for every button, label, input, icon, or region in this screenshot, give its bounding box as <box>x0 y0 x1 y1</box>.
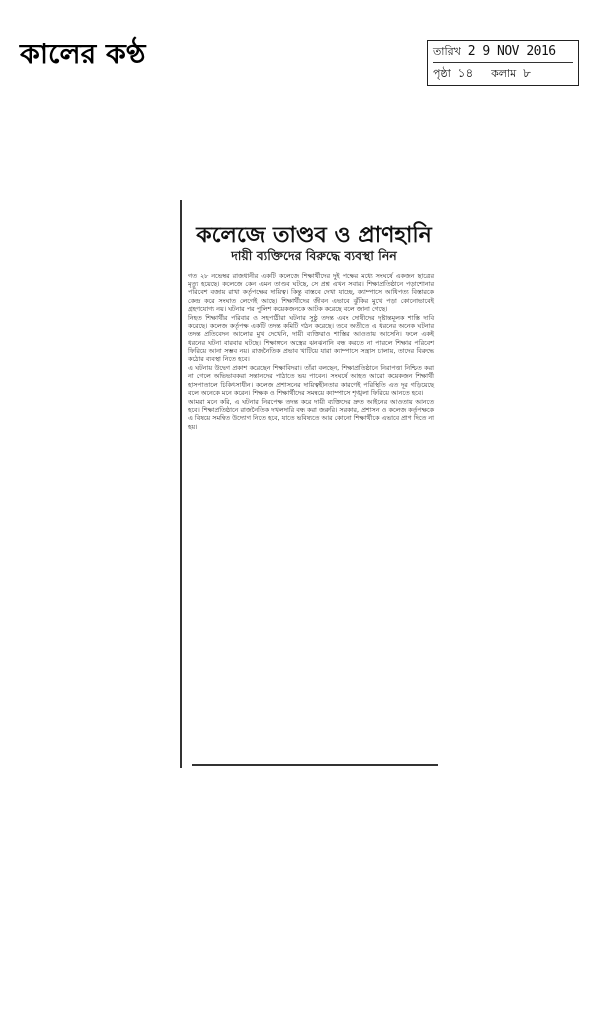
clipping-bottom-rule <box>192 764 438 766</box>
editorial-subheadline: দায়ী ব্যক্তিদের বিরুদ্ধে ব্যবস্থা নিন <box>231 248 397 263</box>
editorial-paragraph: নিহত শিক্ষার্থীর পরিবার ও সহপাঠীরা ঘটনার সুষ্ঠু তদন্ত এবং দোষীদের দৃষ্টান্তমূলক শাস্তি দাবি করেছে। কলেজ কর্তৃপক্ষ একটি তদন্ত কমিটি গঠন করেছে। তবে অতীতে এ ধরনের অনেক ঘটনার তদন্ত প্রতিবেদন আলোর মুখ দেখেনি, দায়ী ব্যক্তিরাও শাস্তির আওতায় আসেনি। ফলে একই ধরনের ঘটনা বারবার ঘটছে। শিক্ষাঙ্গনে অস্ত্রের ঝনঝনানি বন্ধ করতে না পারলে শিক্ষার পরিবেশ ফিরিয়ে আনা সম্ভব নয়। রাজনৈতিক প্রভাব খাটিয়ে যারা ক্যাম্পাসে সন্ত্রাস চালায়, তাদের বিরুদ্ধে কঠোর ব্যবস্থা নিতে হবে। <box>188 314 434 364</box>
editorial-body <box>188 272 434 432</box>
archive-stamp <box>427 40 579 86</box>
editorial-paragraph: গত ২৮ নভেম্বর রাজধানীর একটি কলেজে শিক্ষার্থীদের দুই পক্ষের মধ্যে সংঘর্ষে একজন ছাত্রের মৃত্যু হয়েছে। কলেজে কেন এমন তাণ্ডব ঘটছে, সে প্রশ্ন এখন সবার। শিক্ষাপ্রতিষ্ঠানে পড়াশোনার পরিবেশ বজায় রাখা কর্তৃপক্ষের দায়িত্ব। কিন্তু বাস্তবে দেখা যাচ্ছে, ক্যাম্পাসে আধিপত্য বিস্তারকে কেন্দ্র করে সংঘাত লেগেই আছে। শিক্ষার্থীদের জীবন এভাবে ঝুঁকির মুখে পড়া কোনোভাবেই গ্রহণযোগ্য নয়। ঘটনার পর পুলিশ কয়েকজনকে আটক করেছে বলে জানা গেছে। <box>188 272 434 313</box>
stamp-date-row <box>433 41 556 61</box>
stamp-page-row <box>433 62 573 83</box>
editorial-paragraph: এ ঘটনায় উদ্বেগ প্রকাশ করেছেন শিক্ষাবিদরা। তাঁরা বলছেন, শিক্ষাপ্রতিষ্ঠানে নিরাপত্তা নিশ্চিত করা না গেলে অভিভাবকরা সন্তানদের পাঠাতে ভয় পাবেন। সংঘর্ষে আহত আরো কয়েকজন শিক্ষার্থী হাসপাতালে চিকিৎসাধীন। কলেজ প্রশাসনের দায়িত্বহীনতার কারণেই পরিস্থিতি এত দূর গড়িয়েছে বলে অনেকে মনে করেন। শিক্ষক ও শিক্ষার্থীদের সমন্বয়ে ক্যাম্পাসে শৃঙ্খলা ফিরিয়ে আনতে হবে। <box>188 364 434 397</box>
editorial-headline: কলেজে তাণ্ডব ও প্রাণহানি <box>196 223 432 248</box>
stamp-date-value: 2 9 NOV 2016 <box>467 44 556 59</box>
stamp-date-label: তারিখ <box>433 45 461 58</box>
stamp-page-value: ১৪ <box>457 66 474 80</box>
stamp-page-label: পৃষ্ঠা <box>433 67 451 80</box>
stamp-column-label: কলাম <box>491 67 517 80</box>
editorial-clipping <box>180 200 438 768</box>
newspaper-masthead: কালের কণ্ঠ <box>20 39 146 70</box>
editorial-paragraph: আমরা মনে করি, এ ঘটনার নিরপেক্ষ তদন্ত করে দায়ী ব্যক্তিদের দ্রুত আইনের আওতায় আনতে হবে। শিক্ষাপ্রতিষ্ঠানে রাজনৈতিক দখলদারি বন্ধ করা জরুরি। সরকার, প্রশাসন ও কলেজ কর্তৃপক্ষকে এ বিষয়ে সমন্বিত উদ্যোগ নিতে হবে, যাতে ভবিষ্যতে আর কোনো শিক্ষার্থীকে এভাবে প্রাণ দিতে না হয়। <box>188 398 434 431</box>
clipping-left-rule <box>180 200 182 768</box>
stamp-column-value: ৮ <box>523 66 531 80</box>
